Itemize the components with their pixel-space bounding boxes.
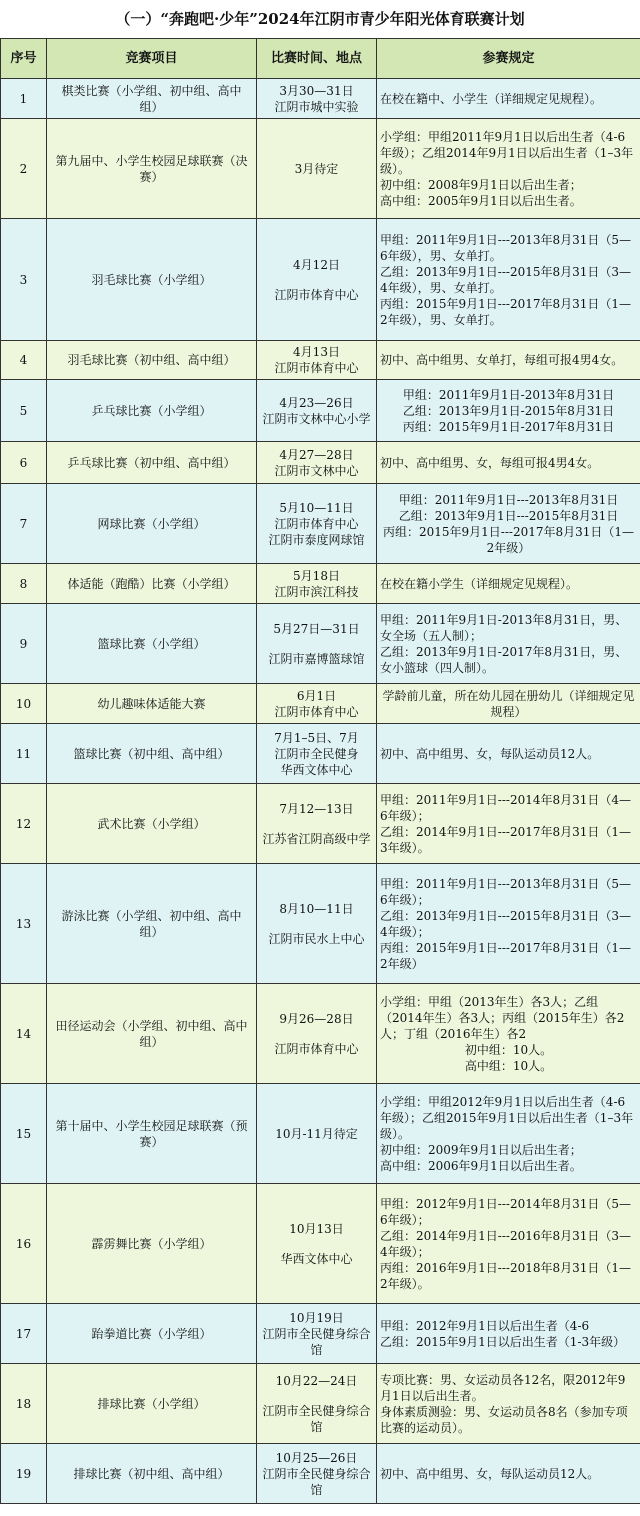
table-row (1, 984, 640, 1084)
row-number: 18 (1, 1364, 47, 1444)
table-row (1, 79, 640, 119)
row-number: 11 (1, 724, 47, 784)
time-place-line: 江阴市全民健身综合馆 (262, 1466, 371, 1497)
entry-rules (377, 984, 640, 1084)
row-number: 19 (1, 1444, 47, 1504)
time-place (257, 1184, 377, 1304)
time-place-line: 5月18日 (293, 568, 340, 583)
entry-rules (377, 79, 640, 119)
table-row (1, 1304, 640, 1364)
entry-rules (377, 1084, 640, 1184)
time-place (257, 1304, 377, 1364)
rule-line: 丙组：2015年9月1日---2017年8月31日（1—2年级） (380, 940, 632, 971)
entry-rules (377, 484, 640, 564)
time-place (257, 784, 377, 864)
time-place-line: 10月19日 (289, 1310, 344, 1325)
rule-line: 乙组：2013年9月1日---2015年8月31日（3—4年级），男、女单打。 (380, 264, 632, 295)
rule-line: 丙组：2015年9月1日---2017年8月31日（1—2年级），男、女单打。 (380, 296, 632, 327)
row-number: 4 (1, 341, 47, 380)
time-place-line: 4月12日 (293, 257, 340, 272)
entry-rules (377, 219, 640, 341)
table-row (1, 1444, 640, 1504)
time-place (257, 724, 377, 784)
time-place-line: 江阴市体育中心 (274, 704, 359, 719)
time-place (257, 380, 377, 442)
rule-line: 甲组：2011年9月1日---2013年8月31日 (398, 492, 619, 507)
time-place-line: 江阴市体育中心 (274, 361, 359, 375)
table-row (1, 1084, 640, 1184)
rule-line: 甲组：2012年9月1日以后出生者（4-6 (380, 1318, 590, 1333)
entry-rules (377, 341, 640, 380)
header-time-place: 比赛时间、地点 (257, 39, 377, 79)
table-row (1, 784, 640, 864)
time-place (257, 984, 377, 1084)
table-row (1, 119, 640, 219)
time-place (257, 1444, 377, 1504)
rule-line: 甲组：2011年9月1日---2013年8月31日（5—6年级）； (380, 876, 632, 907)
time-place-line: 江阴市滨江科技 (274, 584, 359, 599)
page-title: （一）“奔跑吧·少年”2024年江阴市青少年阳光体育联赛计划 (115, 10, 525, 28)
time-place-line: 江阴市体育中心 (274, 516, 359, 531)
row-number: 7 (1, 484, 47, 564)
row-number: 9 (1, 604, 47, 684)
time-place-line: 10月22—24日 (275, 1373, 358, 1388)
time-place-line: 7月12—13日 (279, 801, 354, 816)
event-name: 田径运动会（小学组、初中组、高中组） (47, 984, 257, 1084)
time-place-line: 4月23—26日 (279, 395, 354, 410)
time-place (257, 564, 377, 604)
row-number: 5 (1, 380, 47, 442)
event-name: 武术比赛（小学组） (47, 784, 257, 864)
rule-line: 高中组：2006年9月1日以后出生者。 (380, 1158, 582, 1173)
rule-line: 初中组：10人。 (464, 1042, 553, 1057)
time-place-line: 5月27日—31日 (273, 621, 360, 636)
event-name: 棋类比赛（小学组、初中组、高中组） (47, 79, 257, 119)
time-place (257, 341, 377, 380)
time-place (257, 604, 377, 684)
row-number: 15 (1, 1084, 47, 1184)
rule-line: 初中组：2008年9月1日以后出生者； (380, 177, 582, 192)
time-place-line: 江阴市文林中心 (274, 463, 359, 478)
rule-line: 专项比赛：男、女运动员各12名，限2012年9月1日以后出生者。 (380, 1372, 626, 1403)
rule-line: 乙组：2013年9月1日-2015年8月31日 (402, 403, 615, 418)
rule-line: 甲组：2011年9月1日---2013年8月31日（5—6年级），男、女单打。 (380, 232, 632, 263)
time-place-line: 5月10—11日 (279, 500, 354, 515)
table-row (1, 684, 640, 724)
time-place-line: 江阴市泰度网球馆 (268, 532, 365, 547)
event-name: 霹雳舞比赛（小学组） (47, 1184, 257, 1304)
rule-line: 初中组：2009年9月1日以后出生者； (380, 1142, 582, 1157)
time-place (257, 484, 377, 564)
event-name: 第十届中、小学生校园足球联赛（预赛） (47, 1084, 257, 1184)
time-place-line: 10月-11月待定 (275, 1126, 358, 1141)
rule-line: 在校在籍小学生（详细规定见规程）。 (380, 576, 579, 591)
event-name: 乒乓球比赛（小学组） (47, 380, 257, 442)
row-number: 12 (1, 784, 47, 864)
row-number: 1 (1, 79, 47, 119)
entry-rules (377, 864, 640, 984)
time-place-line: 4月27—28日 (279, 447, 354, 462)
event-name: 篮球比赛（小学组） (47, 604, 257, 684)
rule-line: 甲组：2011年9月1日---2014年8月31日（4—6年级）； (380, 792, 632, 823)
rule-line: 甲组：2012年9月1日---2014年8月31日（5—6年级）； (380, 1196, 632, 1227)
event-name: 篮球比赛（初中组、高中组） (47, 724, 257, 784)
time-place-line: 江阴市城中实验 (274, 99, 359, 114)
time-place (257, 219, 377, 341)
time-place-line: 10月13日 (289, 1221, 344, 1236)
row-number: 8 (1, 564, 47, 604)
table-row (1, 341, 640, 380)
time-place-line: 3月30—31日 (279, 83, 354, 98)
time-place-line: 3月待定 (294, 161, 339, 176)
rule-line: 高中组：2005年9月1日以后出生者。 (380, 193, 582, 208)
rule-line: 在校在籍中、小学生（详细规定见规程）。 (380, 91, 603, 106)
table-header-row (1, 39, 640, 79)
table-body (1, 79, 640, 1504)
event-name: 排球比赛（初中组、高中组） (47, 1444, 257, 1504)
entry-rules (377, 684, 640, 724)
rule-line: 初中、高中组男、女，每组可报4男4女。 (380, 455, 600, 470)
rule-line: 乙组：2013年9月1日-2017年8月31日，男、女小篮球（四人制）。 (380, 644, 628, 675)
time-place-line: 4月13日 (293, 345, 340, 359)
time-place-line: 9月26—28日 (279, 1011, 354, 1026)
time-place-line: 江阴市体育中心 (274, 287, 359, 302)
rule-line: 甲组：2011年9月1日-2013年8月31日 (402, 387, 615, 402)
time-place-line: 江苏省江阴高级中学 (262, 831, 371, 846)
time-place (257, 684, 377, 724)
time-place (257, 119, 377, 219)
rule-line: 乙组：2014年9月1日---2017年8月31日（1—3年级）。 (380, 824, 632, 855)
event-name: 幼儿趣味体适能大赛 (47, 684, 257, 724)
rule-line: 甲组：2011年9月1日-2013年8月31日，男、女全场（五人制）； (380, 612, 628, 643)
time-place-line: 江阴市全民健身综合馆 (262, 1326, 371, 1357)
entry-rules (377, 784, 640, 864)
row-number: 14 (1, 984, 47, 1084)
time-place-line: 8月10—11日 (279, 901, 354, 916)
time-place-line: 江阴市全民健身综合馆 (262, 1403, 371, 1434)
rule-line: 小学组：甲组2012年9月1日以后出生者（4-6年级）；乙组2015年9月1日以后出生者（1–3年级）。 (380, 1094, 634, 1141)
header-rules: 参赛规定 (377, 39, 640, 79)
time-place-line: 7月1–5日、7月 (274, 730, 359, 745)
event-name: 羽毛球比赛（小学组） (47, 219, 257, 341)
row-number: 10 (1, 684, 47, 724)
table-row (1, 380, 640, 442)
row-number: 3 (1, 219, 47, 341)
rule-line: 高中组：10人。 (464, 1058, 553, 1073)
entry-rules (377, 1364, 640, 1444)
event-name: 游泳比赛（小学组、初中组、高中组） (47, 864, 257, 984)
entry-rules (377, 1304, 640, 1364)
event-name: 排球比赛（小学组） (47, 1364, 257, 1444)
header-number: 序号 (1, 39, 47, 79)
time-place (257, 1084, 377, 1184)
rule-line: 乙组：2013年9月1日---2015年8月31日（3—4年级）； (380, 908, 632, 939)
rule-line: 丙组：2016年9月1日---2018年8月31日（1—2年级）。 (380, 1260, 632, 1291)
rule-line: 丙组：2015年9月1日---2017年8月31日（1—2年级） (382, 524, 635, 555)
time-place-line: 6月1日 (296, 688, 337, 703)
event-name: 跆拳道比赛（小学组） (47, 1304, 257, 1364)
event-name: 网球比赛（小学组） (47, 484, 257, 564)
event-name: 羽毛球比赛（初中组、高中组） (47, 341, 257, 380)
row-number: 16 (1, 1184, 47, 1304)
time-place-line: 华西文体中心 (280, 762, 353, 777)
table-row (1, 1364, 640, 1444)
rule-line: 乙组：2014年9月1日---2016年8月31日（3—4年级）； (380, 1228, 632, 1259)
table-row (1, 604, 640, 684)
rule-line: 小学组：甲组（2013年生）各3人；乙组（2014年生）各3人；丙组（2015年生）各2人；丁组（2016年生）各2 (380, 994, 625, 1041)
table-row (1, 1184, 640, 1304)
time-place-line: 江阴市民水上中心 (268, 931, 365, 946)
entry-rules (377, 442, 640, 484)
schedule-table (0, 38, 640, 1504)
table-row (1, 564, 640, 604)
row-number: 6 (1, 442, 47, 484)
table-row (1, 484, 640, 564)
row-number: 17 (1, 1304, 47, 1364)
time-place-line: 江阴市体育中心 (274, 1041, 359, 1056)
time-place-line: 10月25—26日 (275, 1450, 358, 1465)
time-place-line: 江阴市文林中心小学 (262, 411, 371, 426)
rule-line: 丙组：2015年9月1日-2017年8月31日 (402, 419, 615, 434)
rule-line: 初中、高中组男、女，每队运动员12人。 (380, 746, 600, 761)
time-place (257, 864, 377, 984)
rule-line: 身体素质测验：男、女运动员各8名（参加专项比赛的运动员）。 (380, 1404, 628, 1435)
rule-line: 初中、高中组男、女单打，每组可报4男4女。 (380, 353, 624, 367)
entry-rules (377, 1444, 640, 1504)
row-number: 2 (1, 119, 47, 219)
time-place-line: 江阴市全民健身 (274, 746, 359, 761)
rule-line: 小学组：甲组2011年9月1日以后出生者（4-6年级）；乙组2014年9月1日以后出生者（1–3年级）。 (380, 129, 634, 176)
time-place (257, 79, 377, 119)
header-event: 竞赛项目 (47, 39, 257, 79)
rule-line: 初中、高中组男、女，每队运动员12人。 (380, 1466, 600, 1481)
rule-line: 学龄前儿童，所在幼儿园在册幼儿（详细规定见规程） (382, 688, 635, 719)
event-name: 第九届中、小学生校园足球联赛（决赛） (47, 119, 257, 219)
time-place-line: 华西文体中心 (280, 1251, 353, 1266)
entry-rules (377, 564, 640, 604)
table-row (1, 724, 640, 784)
time-place (257, 442, 377, 484)
entry-rules (377, 1184, 640, 1304)
table-row (1, 219, 640, 341)
entry-rules (377, 724, 640, 784)
rule-line: 乙组：2013年9月1日---2015年8月31日 (398, 508, 619, 523)
event-name: 体适能（跑酷）比赛（小学组） (47, 564, 257, 604)
table-row (1, 864, 640, 984)
rule-line: 乙组：2015年9月1日以后出生者（1-3年级） (380, 1334, 626, 1349)
time-place-line: 江阴市嘉博篮球馆 (268, 651, 365, 666)
time-place (257, 1364, 377, 1444)
event-name: 乒乓球比赛（初中组、高中组） (47, 442, 257, 484)
entry-rules (377, 119, 640, 219)
entry-rules (377, 604, 640, 684)
row-number: 13 (1, 864, 47, 984)
entry-rules (377, 380, 640, 442)
table-row (1, 442, 640, 484)
